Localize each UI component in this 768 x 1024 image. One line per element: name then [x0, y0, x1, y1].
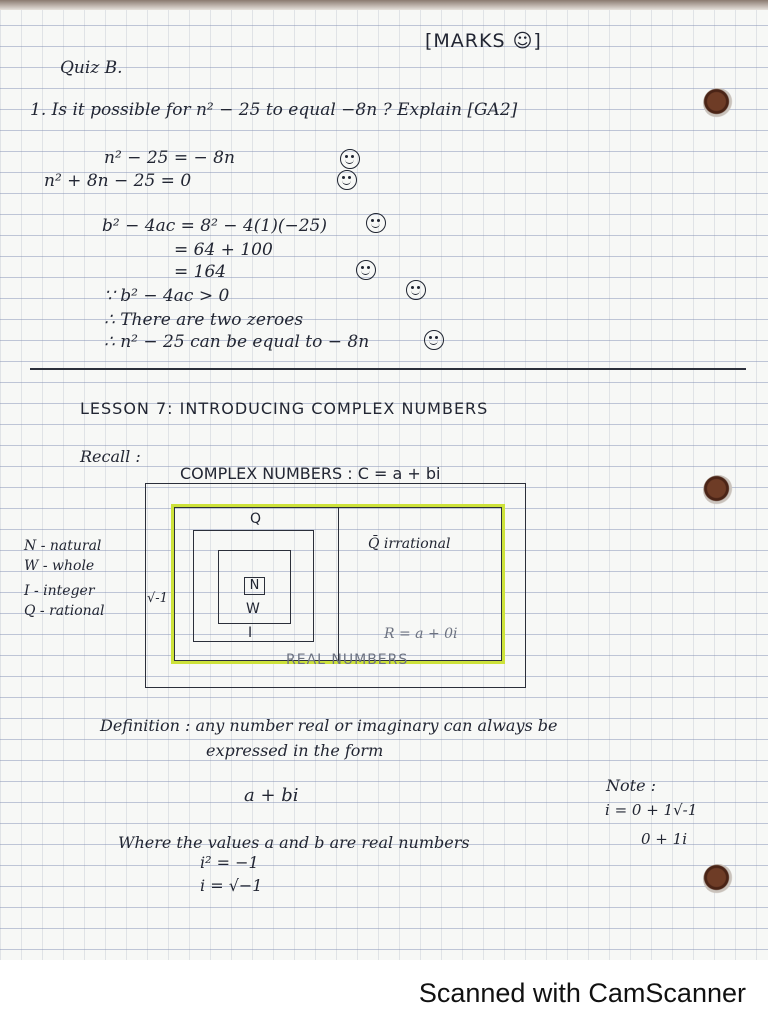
work-line-2: n² + 8n − 25 = 0 [44, 171, 192, 191]
quiz-label: Quiz B. [60, 58, 123, 78]
work-line-1: n² − 25 = − 8n [104, 148, 235, 168]
legend-rational: Q - rational [24, 603, 105, 619]
legend-integer: I - integer [24, 583, 95, 599]
smiley-icon [424, 330, 444, 350]
work-line-4: = 64 + 100 [174, 240, 273, 260]
binder-hole-top [703, 88, 733, 118]
work-line-7: ∴ There are two zeroes [104, 310, 304, 330]
binder-hole-bottom [703, 864, 733, 894]
note-line-1: i = 0 + 1√-1 [605, 801, 698, 819]
smiley-icon [366, 213, 386, 233]
section-divider [30, 368, 746, 370]
real-equation-label: R = a + 0i [384, 626, 458, 642]
q-label: Q [250, 511, 263, 527]
scanner-watermark: Scanned with CamScanner [418, 978, 746, 1008]
work-line-6: ∵ b² − 4ac > 0 [104, 286, 230, 306]
work-line-5: = 164 [174, 262, 227, 282]
note-label: Note : [606, 776, 657, 795]
work-line-8: ∴ n² − 25 can be equal to − 8n [104, 332, 370, 352]
scanner-footer [0, 960, 768, 1024]
binder-hole-middle [703, 475, 733, 505]
rational-irrational-divider [338, 507, 339, 661]
note-line-2: 0 + 1i [641, 830, 687, 848]
page-top-edge [0, 0, 768, 10]
work-line-3: b² − 4ac = 8² − 4(1)(−25) [102, 216, 327, 236]
sqrt-label: √-1 [147, 591, 168, 606]
smiley-icon [356, 260, 376, 280]
smiley-icon [340, 149, 360, 169]
i-squared-line: i² = −1 [200, 853, 259, 872]
i-value-line: i = √−1 [200, 876, 263, 895]
w-label: W [246, 601, 261, 617]
smiley-icon [337, 170, 357, 190]
form-expression: a + bi [244, 785, 299, 806]
legend-whole: W - whole [24, 558, 95, 574]
i-label: I [248, 625, 254, 641]
where-line: Where the values a and b are real numbers [118, 833, 470, 852]
legend-natural: N - natural [24, 538, 102, 554]
question-prompt: 1. Is it possible for n² − 25 to equal −8n ? Explain [GA2] [30, 100, 518, 120]
irrational-label: Q̄ irrational [368, 536, 451, 552]
lesson-title: LESSON 7: INTRODUCING COMPLEX NUMBERS [80, 399, 489, 418]
smiley-icon [406, 280, 426, 300]
definition-line-1: Definition : any number real or imaginary can always be [100, 716, 558, 735]
definition-line-2: expressed in the form [206, 741, 384, 760]
recall-label: Recall : [80, 447, 141, 466]
natural-numbers-box: N [244, 577, 265, 595]
real-numbers-label: REAL NUMBERS [286, 652, 409, 668]
marks-label: [MARKS ☺] [425, 30, 542, 52]
complex-numbers-label: COMPLEX NUMBERS : C = a + bi [180, 464, 441, 483]
